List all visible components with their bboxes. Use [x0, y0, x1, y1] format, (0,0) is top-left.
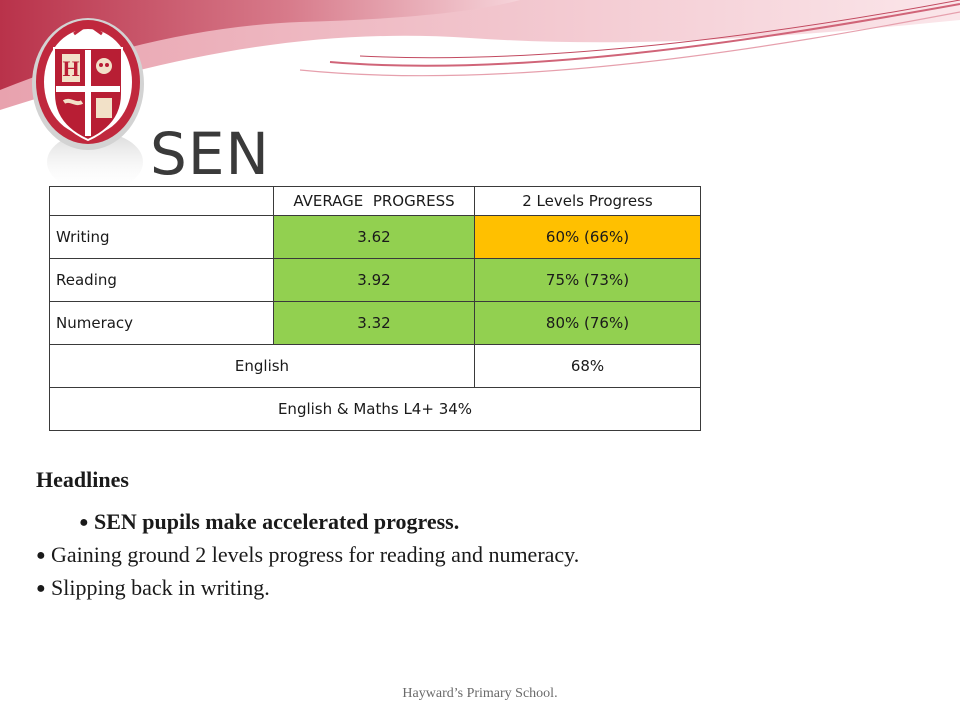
row-label-numeracy: Numeracy — [50, 302, 274, 345]
footer-text: Hayward’s Primary School. — [402, 686, 558, 701]
cell-reading-two-levels: 75% (73%) — [475, 259, 701, 302]
progress-table — [49, 186, 701, 431]
row-label-writing: Writing — [50, 216, 274, 259]
cell-writing-average: 3.62 — [274, 216, 475, 259]
headlines-heading: Headlines — [36, 467, 129, 492]
row-english-maths-combined: English & Maths L4+ 34% — [50, 388, 701, 431]
table-row — [50, 216, 701, 259]
header-cell-empty — [50, 187, 274, 216]
cell-english-value: 68% — [475, 345, 701, 388]
row-label-english: English — [50, 345, 475, 388]
list-item — [36, 539, 916, 572]
header-two-levels-progress: 2 Levels Progress — [475, 187, 701, 216]
bullet-icon: ● — [79, 514, 89, 531]
crest-letter: H — [62, 56, 80, 81]
cell-numeracy-two-levels: 80% (76%) — [475, 302, 701, 345]
cell-numeracy-average: 3.32 — [274, 302, 475, 345]
school-crest-icon — [28, 14, 148, 154]
table-row — [50, 345, 701, 388]
bullet-text: SEN pupils make accelerated progress. — [94, 509, 460, 534]
list-item — [36, 572, 916, 605]
headlines-section — [36, 466, 916, 605]
cell-writing-two-levels: 60% (66%) — [475, 216, 701, 259]
bullet-icon: ● — [36, 580, 46, 597]
table-header-row — [50, 187, 701, 216]
bullet-text: Gaining ground 2 levels progress for reading and numeracy. — [51, 542, 580, 567]
bullet-text: Slipping back in writing. — [51, 575, 270, 600]
cell-reading-average: 3.92 — [274, 259, 475, 302]
row-label-reading: Reading — [50, 259, 274, 302]
table-row — [50, 302, 701, 345]
list-item — [36, 506, 916, 539]
table-row — [50, 259, 701, 302]
table-row — [50, 388, 701, 431]
bullet-icon: ● — [36, 547, 46, 564]
header-average-progress: AVERAGE PROGRESS — [274, 187, 475, 216]
slide-title: SEN — [150, 120, 270, 188]
